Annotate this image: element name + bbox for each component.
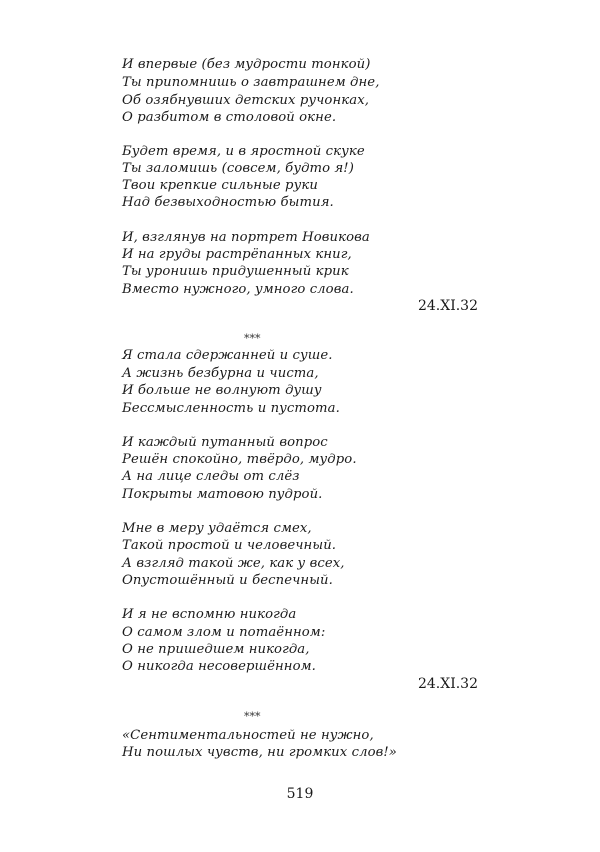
poem-line: Решён спокойно, твёрдо, мудро. <box>122 452 357 467</box>
poem-line: «Сентиментальностей не нужно, <box>122 728 374 743</box>
poem-line: Бессмысленность и пустота. <box>122 401 340 416</box>
poem-line: И я не вспомню никогда <box>122 607 297 622</box>
poem-line: Над безвыходностью бытия. <box>122 195 334 210</box>
poem-line: И больше не волнуют душу <box>122 383 322 398</box>
poem-line: И на груды растрёпанных книг, <box>122 247 352 262</box>
poem-line: Опустошённый и беспечный. <box>122 573 333 588</box>
poem-line: О разбитом в столовой окне. <box>122 110 337 125</box>
poem-line: И, взглянув на портрет Новикова <box>122 230 370 245</box>
poem-line: Ты уронишь придушенный крик <box>122 264 349 279</box>
poem-line: А жизнь безбурна и чиста, <box>122 366 319 381</box>
poem-line: А взгляд такой же, как у всех, <box>122 556 345 571</box>
poem-line: О не пришедшем никогда, <box>122 642 310 657</box>
poem-line: Такой простой и человечный. <box>122 538 337 553</box>
poem-line: Мне в меру удаётся смех, <box>122 521 312 536</box>
poem-line: Об озябнувших детских ручонках, <box>122 93 370 108</box>
poem-line: О никогда несовершённом. <box>122 659 316 674</box>
poem-date: 24.XI.32 <box>417 676 478 692</box>
poem-date: 24.XI.32 <box>417 298 478 314</box>
poem-separator: *** <box>244 710 261 723</box>
poem-line: И каждый путанный вопрос <box>122 435 328 450</box>
poem-line: Ни пошлых чувств, ни громких слов!» <box>122 745 397 760</box>
page-number: 519 <box>286 786 314 802</box>
poem-line: Твои крепкие сильные руки <box>122 178 318 193</box>
poem-line: Покрыты матовою пудрой. <box>122 487 323 502</box>
poem-line: Я стала сдержанней и суше. <box>122 348 333 363</box>
poem-separator: *** <box>244 332 261 345</box>
poem-line: Ты припомнишь о завтрашнем дне, <box>122 75 380 90</box>
poem-line: О самом злом и потаённом: <box>122 625 326 640</box>
poem-line: А на лице следы от слёз <box>122 469 300 484</box>
poem-line: Будет время, и в яростной скуке <box>122 144 365 159</box>
poem-line: Вместо нужного, умного слова. <box>122 282 354 297</box>
poem-line: Ты заломишь (совсем, будто я!) <box>122 161 354 176</box>
poem-line: И впервые (без мудрости тонкой) <box>122 57 371 72</box>
